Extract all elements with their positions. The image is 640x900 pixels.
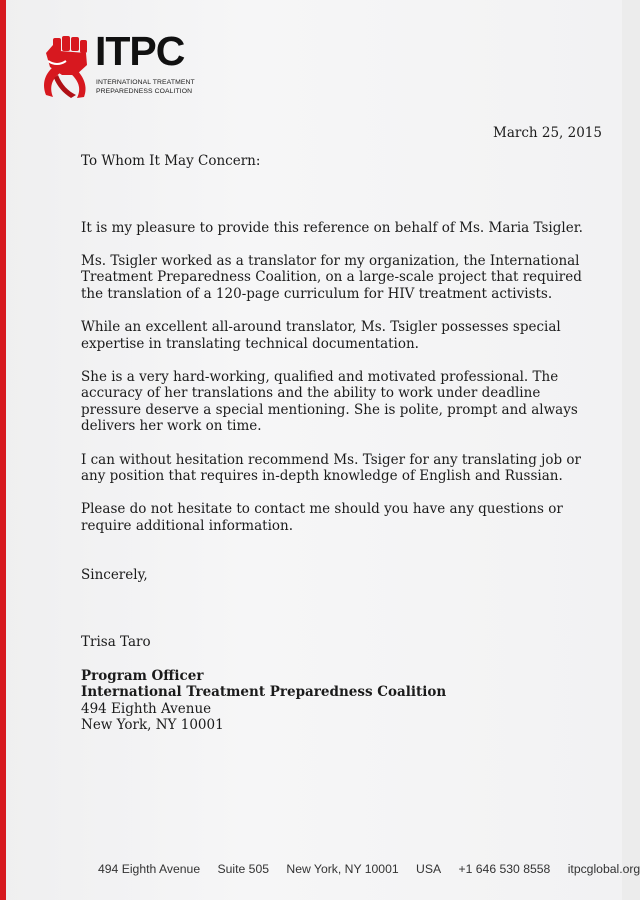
footer-website[interactable]: itpcglobal.org [567,862,640,876]
footer-country: USA [416,862,442,876]
signer-title: Program Officer [81,667,204,684]
footer-phone: +1 646 530 8558 [458,862,551,876]
letter-date: March 25, 2015 [493,125,602,141]
salutation: To Whom It May Concern: [81,153,261,169]
address-line: 494 Eighth Avenue [81,700,212,717]
signer-name: Trisa Taro [81,634,151,650]
brand-name: ITPC [95,28,185,74]
footer-street: 494 Eighth Avenue [98,862,201,876]
address-line: New York, NY 10001 [81,717,224,734]
raised-fist-ribbon-icon [40,35,92,99]
paragraph: I can without hesitation recommend Ms. Tsiger for any translating job or any position that requires in-depth knowledge of English and Russian. [81,451,581,485]
paragraph: While an excellent all-around translator, Ms. Tsigler possesses special expertise in translating technical documentation. [81,318,561,352]
itpc-logo [40,28,200,101]
closing: Sincerely, [81,567,148,584]
footer-suite: Suite 505 [217,862,269,876]
paragraph: Ms. Tsigler worked as a translator for my organization, the International Treatment Preparedness Coalition, on a large-scale project that required the translation of a 120-page curriculum for HIV treatment activists. [81,252,582,302]
letter-body [81,153,593,734]
paragraph: She is a very hard-working, qualified and motivated professional. The accuracy of her translations and the ability to work under deadline pressure deserve a special mentioning. She is polite, prompt and always delivers her work on time. [81,368,578,435]
brand-subtitle [96,78,195,96]
paragraph: Please do not hesitate to contact me should you have any questions or require additional information. [81,501,563,534]
brand-subtitle-line1: INTERNATIONAL TREATMENT [96,79,195,86]
signer-organization: International Treatment Preparedness Coalition [81,684,447,701]
footer-city: New York, NY 10001 [286,862,399,876]
brand-subtitle-line2: PREPAREDNESS COALITION [96,88,193,95]
footer-contact [98,862,640,876]
paragraph: It is my pleasure to provide this reference on behalf of Ms. Maria Tsigler. [81,219,583,236]
red-edge-stripe [0,0,6,900]
